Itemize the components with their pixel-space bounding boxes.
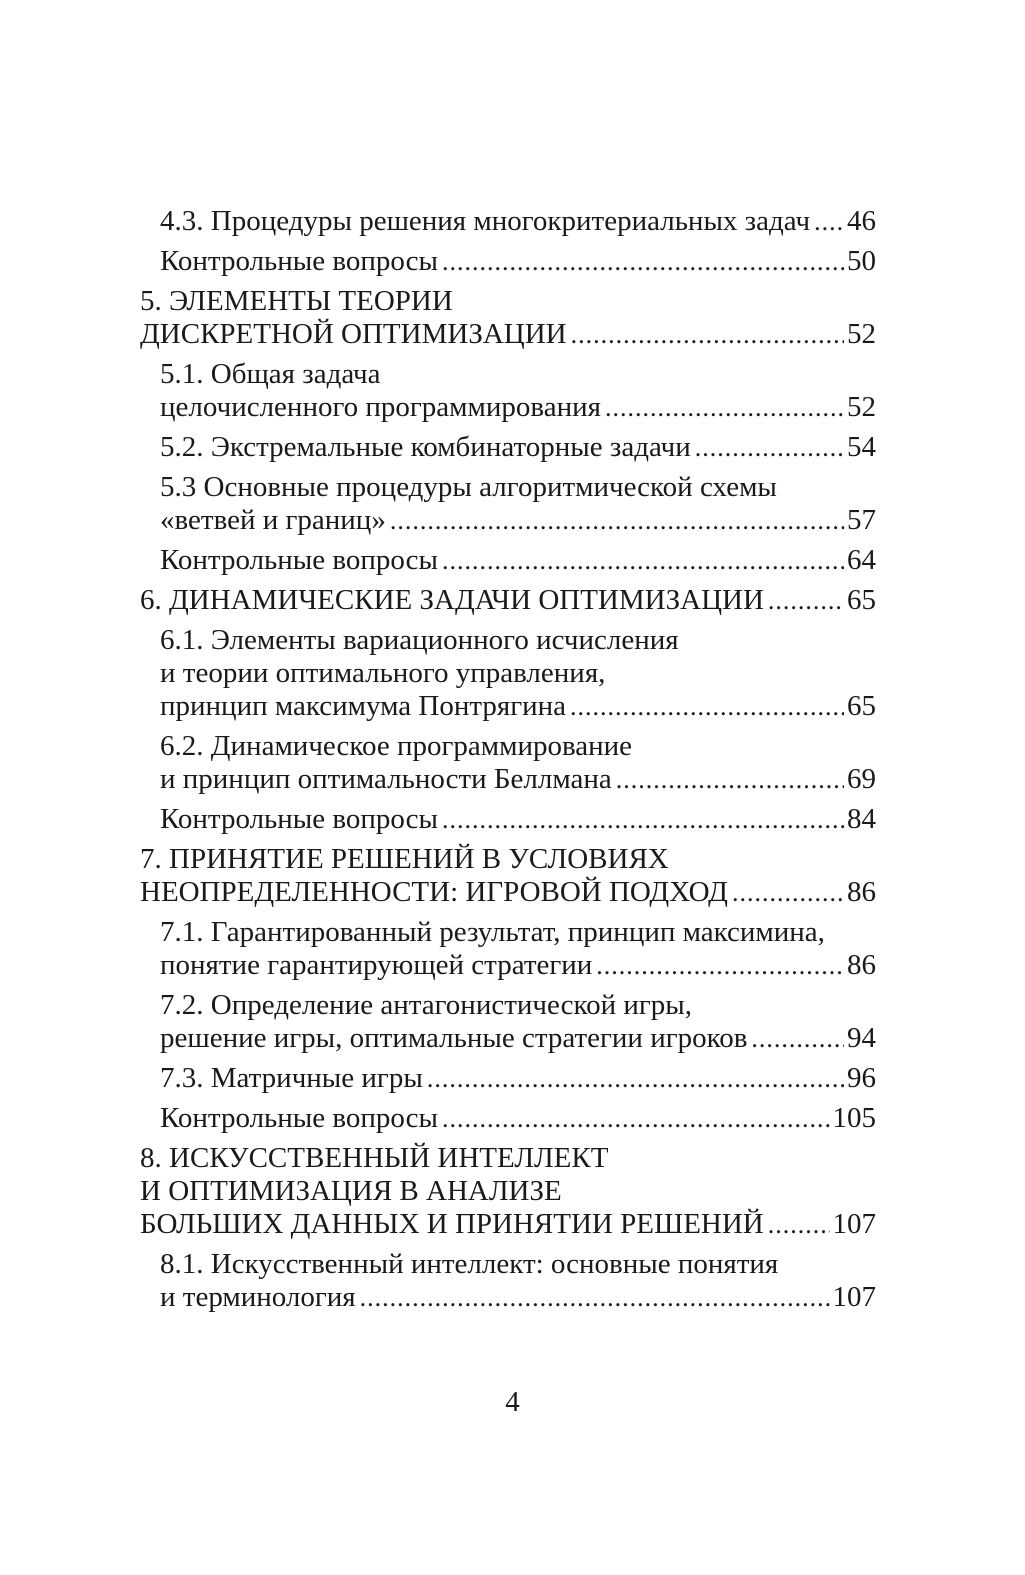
toc-entry-title-line: 6.1. Элементы вариационного исчисления xyxy=(160,624,679,656)
toc-entry xyxy=(140,1248,876,1314)
dot-leader xyxy=(751,1022,844,1055)
toc-page-number: 69 xyxy=(847,763,876,795)
toc-entry-title-line: принцип максимума Понтрягина xyxy=(160,690,567,722)
toc-entry xyxy=(140,803,876,836)
toc-page-number: 107 xyxy=(832,1281,876,1313)
toc-page-number: 65 xyxy=(847,690,876,722)
toc-entry xyxy=(140,358,876,424)
dot-leader xyxy=(442,245,844,278)
toc-entry-title-line: понятие гарантирующей стратегии xyxy=(160,949,593,981)
dot-leader xyxy=(442,544,844,577)
toc-entry xyxy=(140,471,876,537)
toc-entry-title-line: БОЛЬШИХ ДАННЫХ И ПРИНЯТИИ РЕШЕНИЙ xyxy=(140,1208,764,1240)
toc-chapter-entry xyxy=(140,1142,876,1241)
toc-page-number: 107 xyxy=(832,1208,876,1240)
toc-page-number: 54 xyxy=(847,431,876,463)
toc-page-number: 50 xyxy=(847,245,876,277)
toc-chapter-entry xyxy=(140,584,876,617)
toc-page-number: 105 xyxy=(832,1102,876,1134)
toc-entry-title-line: 8. ИСКУССТВЕННЫЙ ИНТЕЛЛЕКТ xyxy=(140,1142,609,1174)
toc-entry-title-line: 4.3. Процедуры решения многокритериальных задач xyxy=(160,205,811,237)
toc-page-number: 84 xyxy=(847,803,876,835)
dot-leader xyxy=(427,1062,844,1095)
toc-entry xyxy=(140,989,876,1055)
toc-entry-title-line: 7.2. Определение антагонистической игры, xyxy=(160,989,692,1021)
toc-entry-title-line: 6. ДИНАМИЧЕСКИЕ ЗАДАЧИ ОПТИМИЗАЦИИ xyxy=(140,584,764,616)
toc-entry-title-line: Контрольные вопросы xyxy=(160,245,438,277)
toc-entry-title-line: «ветвей и границ» xyxy=(160,504,386,536)
dot-leader xyxy=(768,584,844,617)
toc-entry-title-line: и теории оптимального управления, xyxy=(160,657,606,689)
dot-leader xyxy=(732,876,844,909)
dot-leader xyxy=(442,803,844,836)
toc-page-number: 94 xyxy=(847,1022,876,1054)
toc-entry-title-line: 7. ПРИНЯТИЕ РЕШЕНИЙ В УСЛОВИЯХ xyxy=(140,843,669,875)
page-number: 4 xyxy=(505,1386,520,1418)
toc-entry-title-line: 6.2. Динамическое программирование xyxy=(160,730,633,762)
dot-leader xyxy=(571,318,844,351)
toc-page-number: 86 xyxy=(847,876,876,908)
toc-entry-title-line: 5.3 Основные процедуры алгоритмической схемы xyxy=(160,471,777,503)
dot-leader xyxy=(390,504,844,537)
toc-page-number: 46 xyxy=(847,205,876,237)
table-of-contents xyxy=(140,205,876,1321)
toc-chapter-entry xyxy=(140,843,876,909)
toc-entry xyxy=(140,205,876,238)
toc-entry-title-line: ДИСКРЕТНОЙ ОПТИМИЗАЦИИ xyxy=(140,318,567,350)
toc-entry-title-line: 7.3. Матричные игры xyxy=(160,1062,423,1094)
toc-page-number: 96 xyxy=(847,1062,876,1094)
dot-leader xyxy=(814,205,844,238)
toc-entry-title-line: НЕОПРЕДЕЛЕННОСТИ: ИГРОВОЙ ПОДХОД xyxy=(140,876,728,908)
dot-leader xyxy=(360,1281,830,1314)
toc-entry xyxy=(140,544,876,577)
toc-entry xyxy=(140,431,876,464)
toc-entry-title-line: решение игры, оптимальные стратегии игроков xyxy=(160,1022,748,1054)
dot-leader xyxy=(596,949,844,982)
dot-leader xyxy=(605,391,844,424)
toc-entry-title-line: 5. ЭЛЕМЕНТЫ ТЕОРИИ xyxy=(140,285,453,317)
toc-entry xyxy=(140,1062,876,1095)
toc-entry-title-line: целочисленного программирования xyxy=(160,391,601,423)
toc-entry-title-line: Контрольные вопросы xyxy=(160,1102,438,1134)
toc-entry xyxy=(140,245,876,278)
toc-page-number: 57 xyxy=(847,504,876,536)
toc-page-number: 64 xyxy=(847,544,876,576)
toc-entry-title-line: и принцип оптимальности Беллмана xyxy=(160,763,612,795)
toc-entry-title-line: 7.1. Гарантированный результат, принцип максимина, xyxy=(160,916,825,948)
dot-leader xyxy=(442,1102,830,1135)
toc-entry-title-line: И ОПТИМИЗАЦИЯ В АНАЛИЗЕ xyxy=(140,1175,562,1207)
dot-leader xyxy=(570,690,844,723)
toc-entry-title-line: 5.2. Экстремальные комбинаторные задачи xyxy=(160,431,691,463)
toc-entry xyxy=(140,916,876,982)
toc-entry-title-line: 5.1. Общая задача xyxy=(160,358,381,390)
dot-leader xyxy=(616,763,844,796)
toc-entry-title-line: Контрольные вопросы xyxy=(160,544,438,576)
dot-leader xyxy=(768,1208,830,1241)
toc-page-number: 52 xyxy=(847,391,876,423)
toc-entry-title-line: Контрольные вопросы xyxy=(160,803,438,835)
toc-entry xyxy=(140,1102,876,1135)
dot-leader xyxy=(695,431,844,464)
toc-entry-title-line: 8.1. Искусственный интеллект: основные понятия xyxy=(160,1248,779,1280)
toc-entry xyxy=(140,730,876,796)
toc-page-number: 86 xyxy=(847,949,876,981)
toc-page-number: 65 xyxy=(847,584,876,616)
toc-chapter-entry xyxy=(140,285,876,351)
toc-page-number: 52 xyxy=(847,318,876,350)
toc-entry-title-line: и терминология xyxy=(160,1281,356,1313)
toc-entry xyxy=(140,624,876,723)
